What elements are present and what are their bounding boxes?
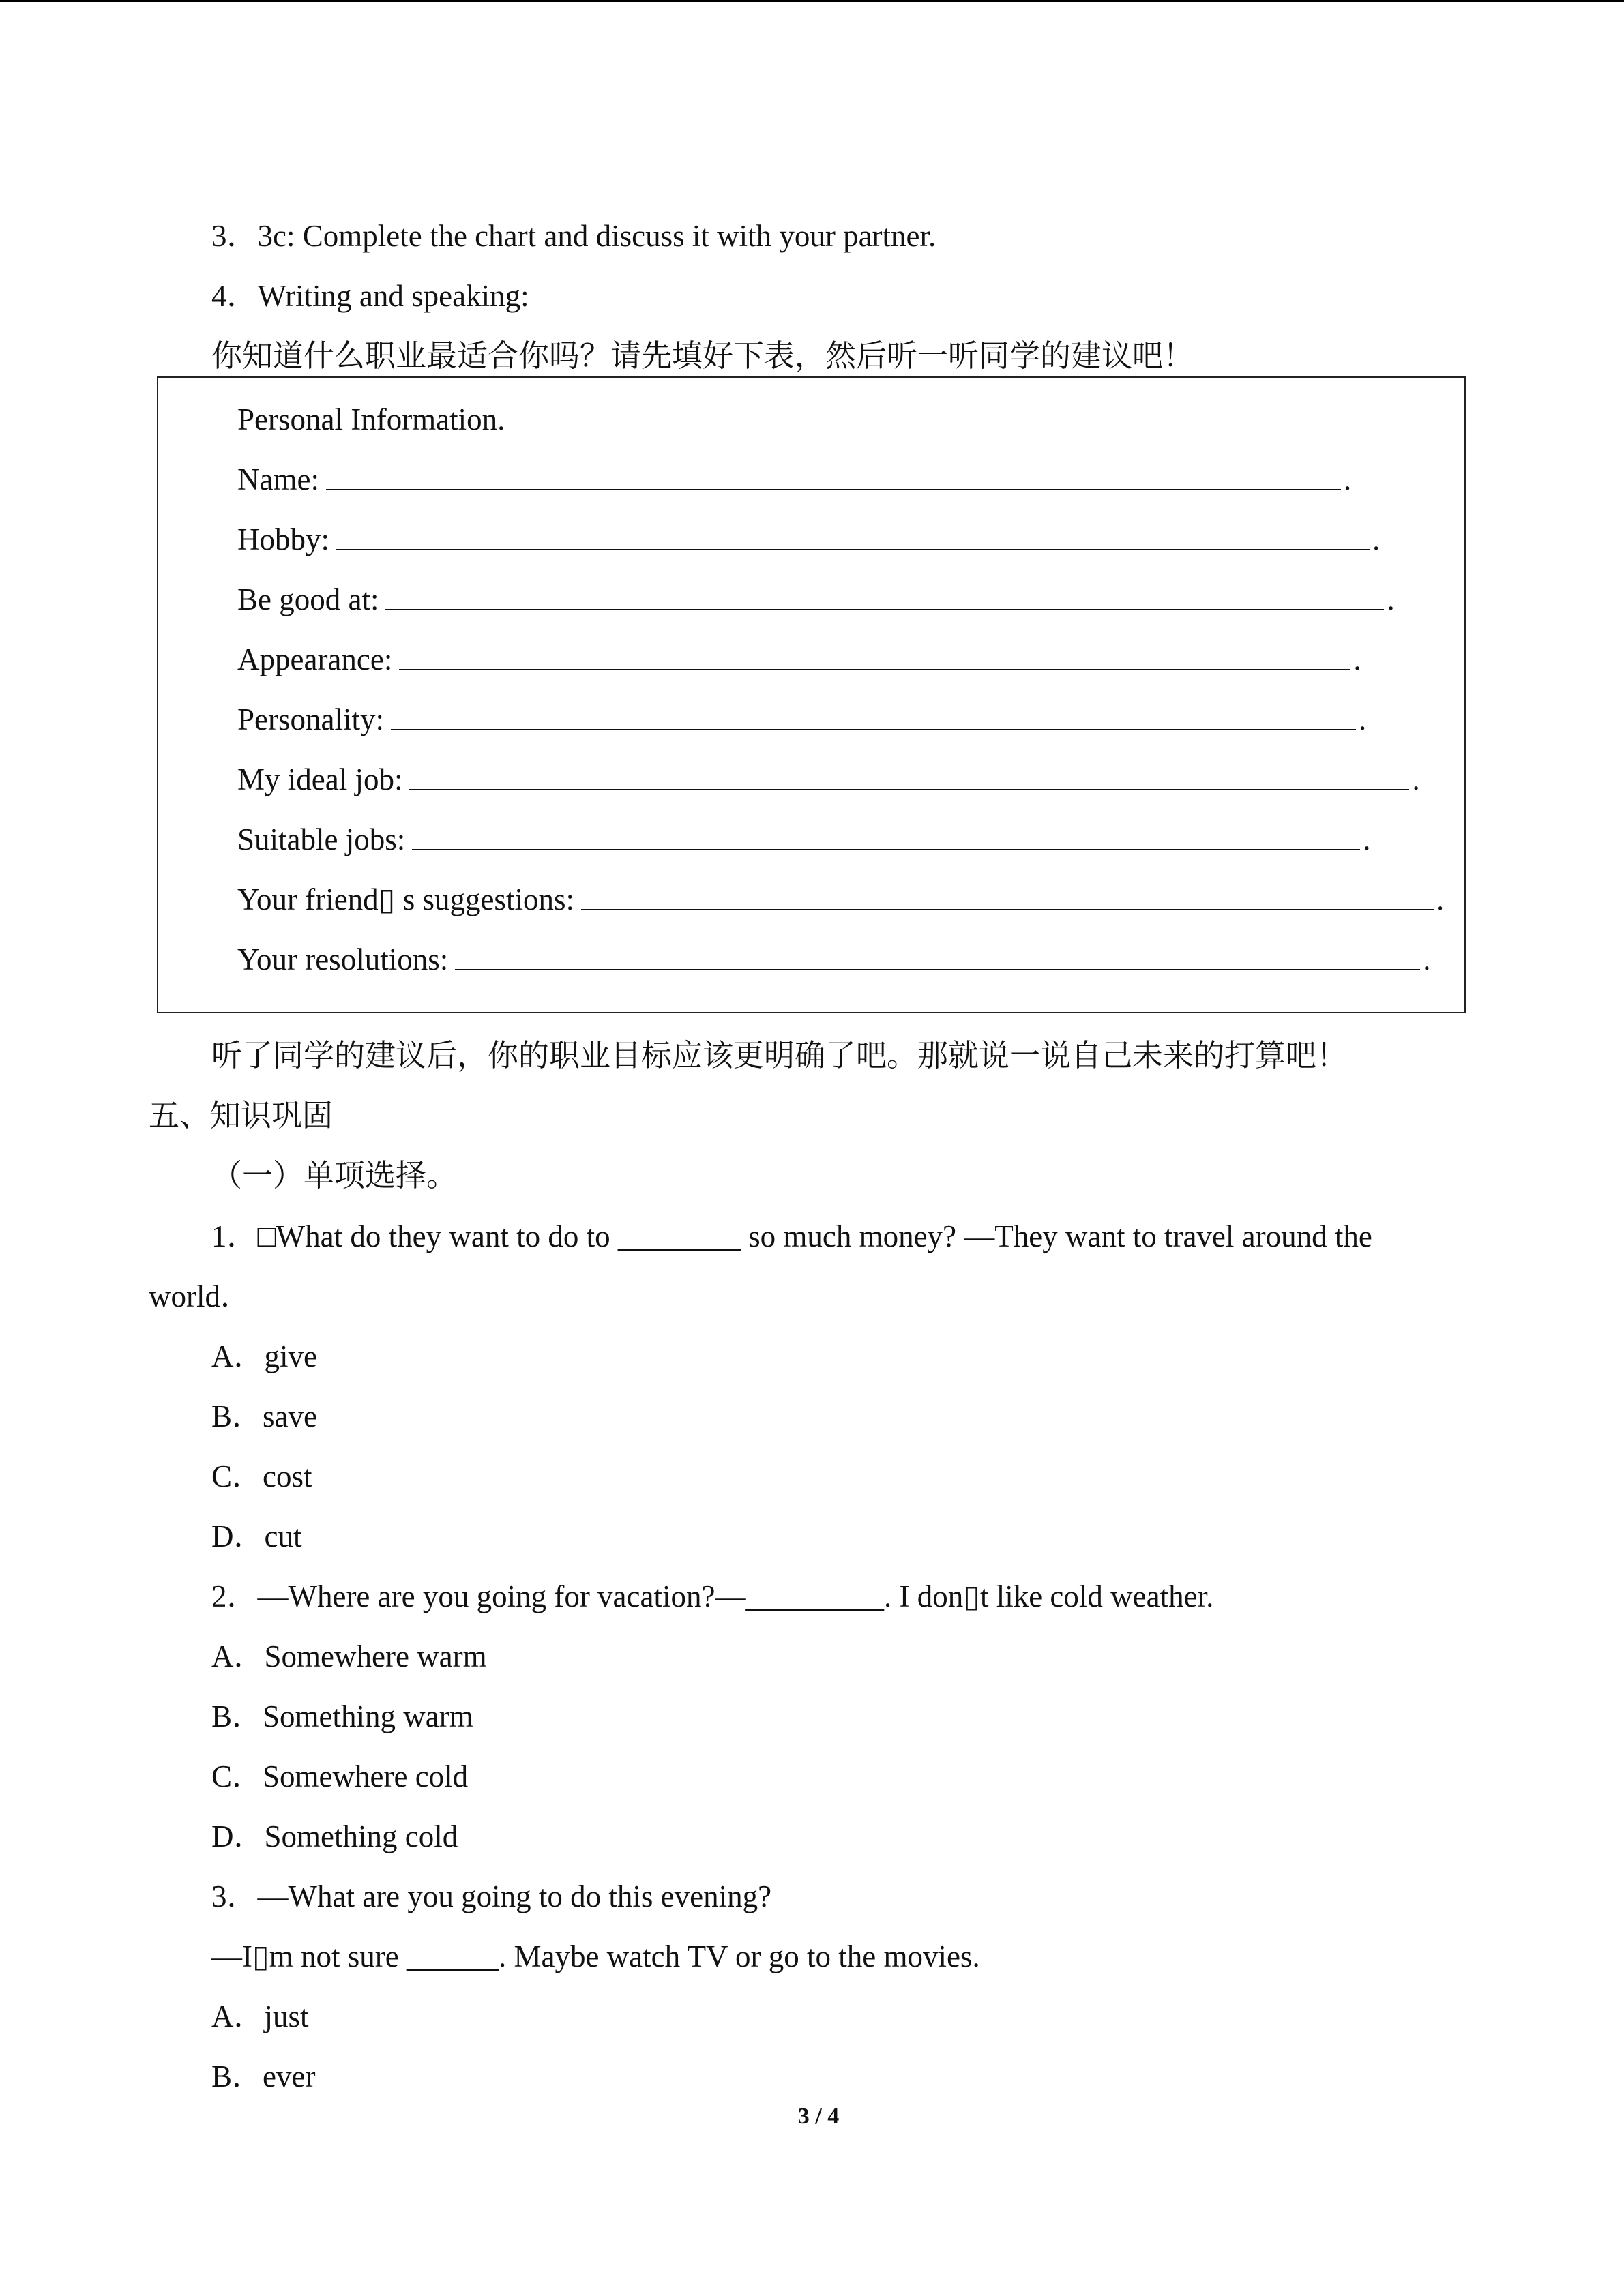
field-resolutions-blank[interactable]: [455, 966, 1420, 970]
after-form-prompt: 听了同学的建议后，你的职业目标应该更明确了吧。那就说一说自己未来的打算吧！: [211, 1039, 1348, 1073]
question-2-stem: 2．—Where are you going for vacation?—_________. I don▯t like cold weather.: [211, 1579, 1214, 1613]
field-name-blank[interactable]: [326, 486, 1341, 490]
field-resolutions: [237, 939, 1430, 980]
question-1-option-a: A．give: [211, 1339, 317, 1373]
question-3-stem-cont: —I▯m not sure ______. Maybe watch TV or go to the movies.: [211, 1939, 980, 1973]
field-personality-end: .: [1358, 702, 1367, 736]
field-ideal-job-end: .: [1412, 762, 1420, 796]
question-2-option-d: D．Something cold: [211, 1819, 458, 1853]
item-3c: 3．3c: Complete the chart and discuss it with your partner.: [211, 219, 936, 253]
question-2-option-a: A．Somewhere warm: [211, 1639, 487, 1673]
field-ideal-job: [237, 759, 1420, 800]
field-appearance-blank[interactable]: [399, 666, 1350, 670]
form-heading: Personal Information.: [237, 402, 505, 436]
question-1-option-c: C．cost: [211, 1459, 312, 1493]
field-good-at-end: .: [1387, 582, 1395, 616]
field-hobby-blank[interactable]: [336, 546, 1370, 550]
page-number: 3 / 4: [797, 2104, 840, 2129]
question-3-option-b: B．ever: [211, 2059, 316, 2093]
question-1-option-d: D．cut: [211, 1519, 302, 1553]
field-name-end: .: [1343, 462, 1352, 496]
question-2-option-c: C．Somewhere cold: [211, 1759, 469, 1793]
question-2-option-b: B．Something warm: [211, 1699, 473, 1733]
field-personality-label: Personality:: [237, 702, 384, 736]
item-writing-speaking: 4．Writing and speaking:: [211, 279, 529, 313]
field-good-at: [237, 579, 1395, 620]
field-good-at-label: Be good at:: [237, 582, 379, 616]
field-friend-suggestions-end: .: [1436, 882, 1445, 916]
question-3-stem: 3．—What are you going to do this evening?: [211, 1879, 772, 1913]
field-appearance-end: .: [1353, 642, 1361, 676]
question-1-option-b: B．save: [211, 1399, 317, 1433]
field-hobby-end: .: [1372, 522, 1381, 556]
field-personality: [237, 699, 1366, 740]
field-name-label: Name:: [237, 462, 319, 496]
question-1-stem: 1．□What do they want to do to ________ so much money? —They want to travel around the: [211, 1219, 1372, 1253]
field-personality-blank[interactable]: [391, 726, 1356, 730]
field-suitable-jobs: [237, 819, 1371, 860]
field-appearance-label: Appearance:: [237, 642, 393, 676]
field-friend-suggestions: [237, 879, 1444, 920]
field-appearance: [237, 639, 1361, 680]
field-friend-suggestions-blank[interactable]: [581, 906, 1434, 910]
field-name: [237, 459, 1351, 500]
instruction-prompt: 你知道什么职业最适合你吗？请先填好下表，然后听一听同学的建议吧！: [211, 339, 1194, 373]
field-suitable-jobs-label: Suitable jobs:: [237, 822, 406, 856]
field-resolutions-end: .: [1423, 942, 1431, 976]
field-ideal-job-label: My ideal job:: [237, 762, 403, 796]
section-title: 五、知识巩固: [149, 1099, 334, 1133]
question-3-option-a: A．just: [211, 1999, 309, 2033]
field-ideal-job-blank[interactable]: [409, 786, 1409, 790]
field-good-at-blank[interactable]: [385, 606, 1384, 610]
field-suitable-jobs-end: .: [1363, 822, 1371, 856]
part-title: （一）单项选择。: [211, 1159, 458, 1193]
field-suitable-jobs-blank[interactable]: [412, 846, 1360, 850]
field-resolutions-label: Your resolutions:: [237, 942, 449, 976]
field-hobby-label: Hobby:: [237, 522, 329, 556]
question-1-stem-cont: world．: [149, 1279, 251, 1313]
field-hobby: [237, 519, 1380, 560]
field-friend-suggestions-label: Your friend▯ s suggestions:: [237, 882, 574, 916]
top-rule: [0, 0, 1624, 2]
